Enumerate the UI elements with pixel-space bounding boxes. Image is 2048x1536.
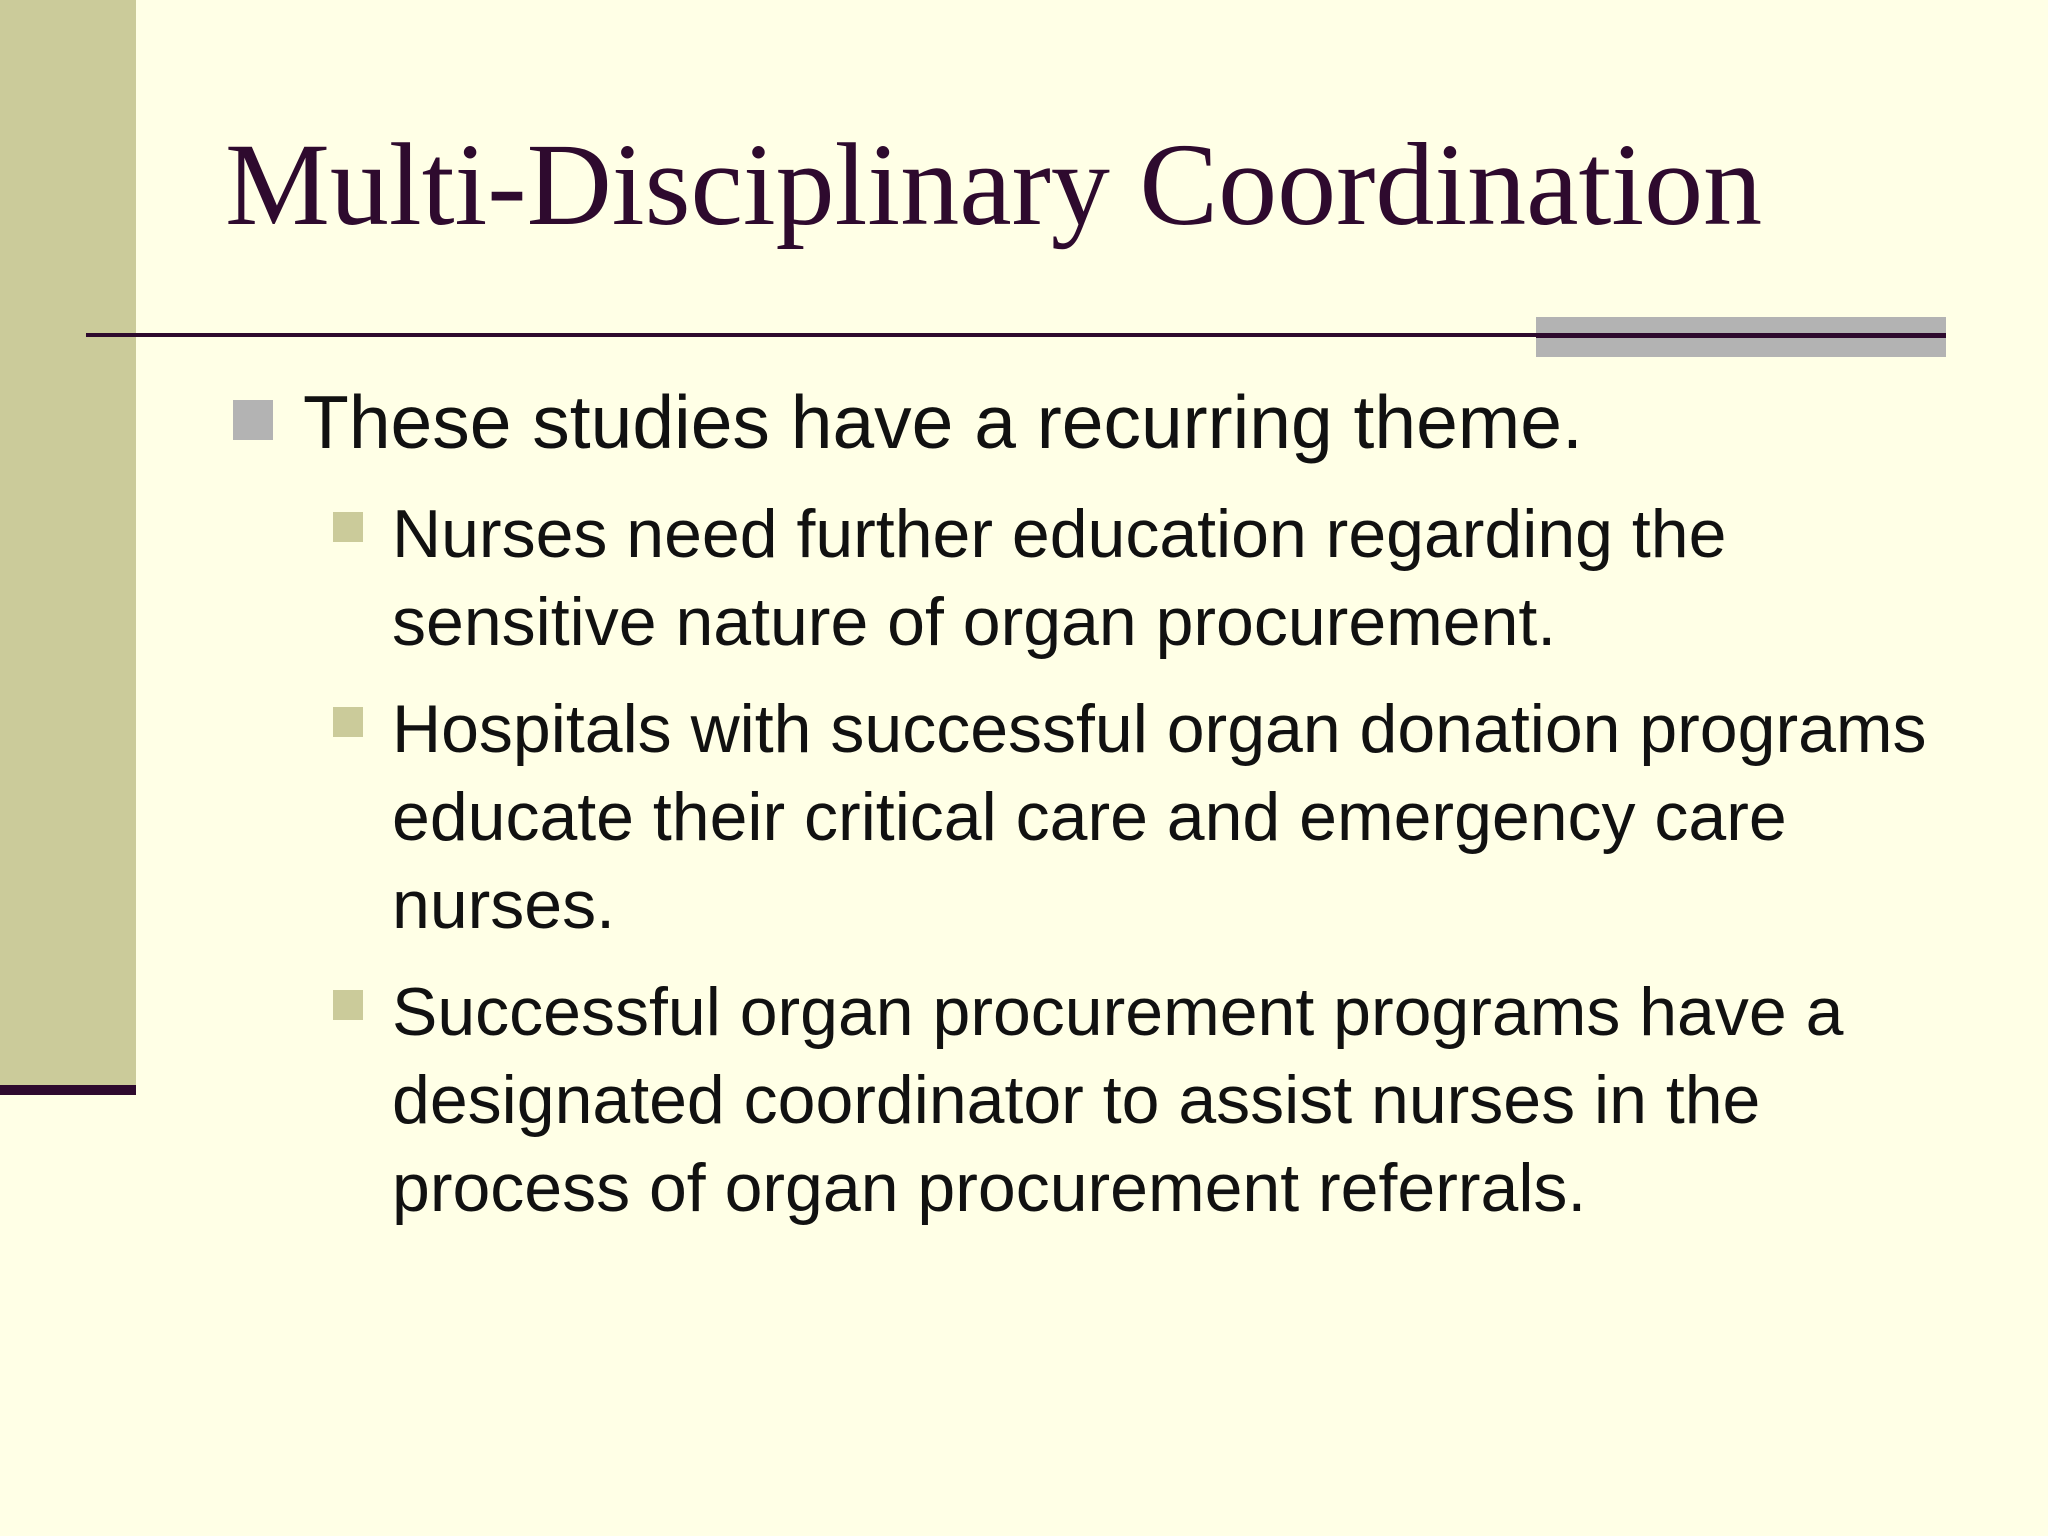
- sub-bullet-3: Successful organ procurement programs have a designated coordinator to assist nurses in the process of organ procurement referrals.: [392, 974, 1844, 1226]
- sub-bullet-square-icon: [333, 707, 363, 737]
- sub-bullet-square-icon: [333, 512, 363, 542]
- bullet-square-icon: [233, 400, 273, 440]
- slide-title: Multi-Disciplinary Coordination: [225, 119, 1763, 250]
- sub-bullet-1: Nurses need further education regarding the sensitive nature of organ procurement.: [392, 496, 1727, 660]
- sub-bullet-square-icon: [333, 990, 363, 1020]
- sub-bullet-2: Hospitals with successful organ donation programs educate their critical care and emergency care nurses.: [392, 691, 1927, 943]
- bullet-level1: These studies have a recurring theme.: [303, 380, 1583, 464]
